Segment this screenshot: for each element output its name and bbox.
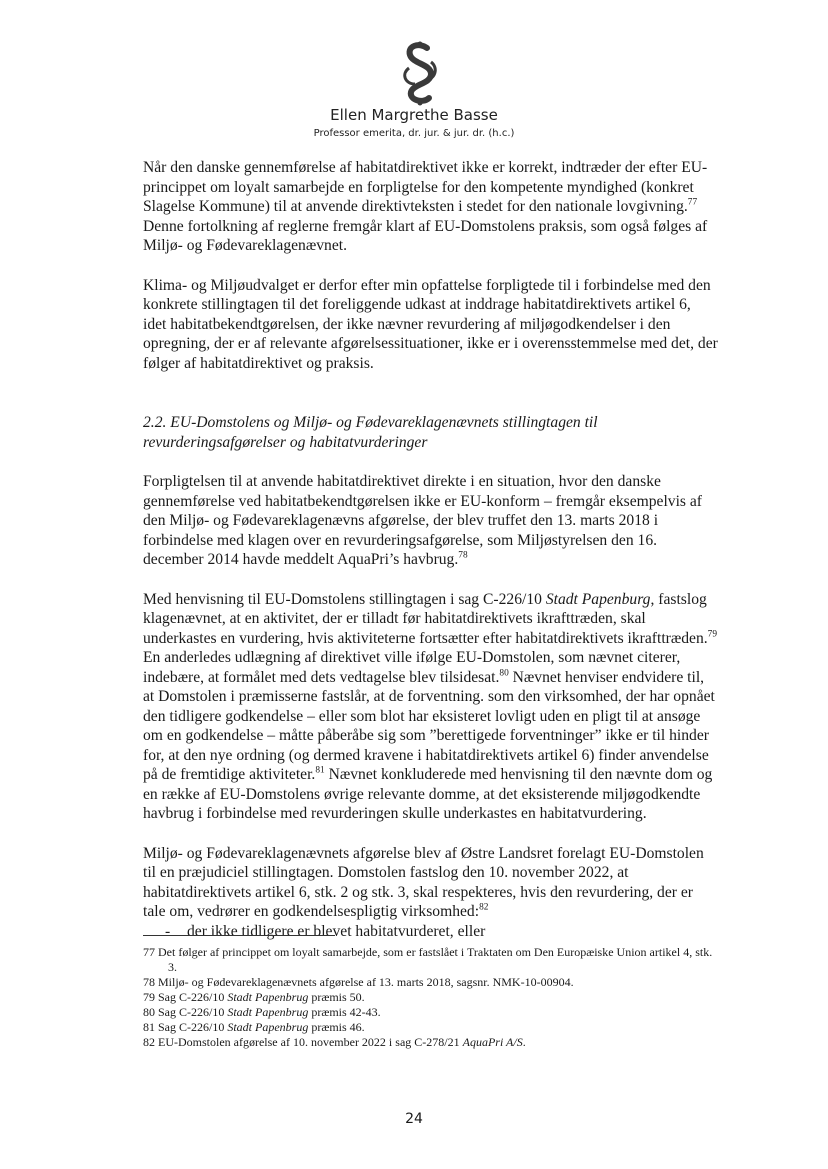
case-name: Stadt Papenburg xyxy=(545,590,651,608)
monogram-logo-icon xyxy=(397,40,443,106)
author-title: Professor emerita, dr. jur. & jur. dr. (h.c.) xyxy=(313,128,515,139)
list-item-text: der ikke tidligere er blevet habitatvurderet, eller xyxy=(187,922,486,940)
paragraph-preliminary-ruling: Miljø- og Fødevareklagenævnets afgørelse blev af Østre Landsret forelagt EU-Domstolen til en præjudiciel stillingtagen. Domstolen fastslog den 10. november 2022, at habitatdirektivets artikel 6, stk. 2 og stk. 3, skal respekteres, hvis den revurdering, der er tale om, vedrører en godkendelsespligtig virksomhed:$^{82}$ xyxy=(143,844,704,920)
footnote-77: 77 Det følger af princippet om loyalt samarbejde, som er fastslået i Traktaten om Den Europæiske Union artikel 4, stk. 3. xyxy=(143,945,713,974)
paragraph-papenburg: Med henvisning til EU-Domstolens stillingtagen i sag C-226/10 Stadt Papenburg, fastslog klagenævnet, at en aktivitet, der er tilladt før habitatdirektivets ikrafttræden, skal underkastes en vurdering, hvis aktiviteterne fortsætter efter habitatdirektivets ikrafttræden.$^{79}$ En anderledes udlægning af direktivet ville ifølge EU-Domstolen, som nævnet citerer, indebære, at formålet med dets vedtagelse blev tilsidesat.$^{80}$ Nævnet henviser endvidere til, at Domstolen i præmisserne fastslår, at de forventning. som den virksomhed, der har opnået den tidligere godkendelse – eller som blot har eksisteret lovligt uden en pligt til at ansøge om en godkendelse – måtte påberåbe sig som ”berettigede forventninger” ikke er til hinder for, at den nye ordning (og dermed kravene i habitatdirektivets artikel 6) finder anvendelse på de fremtidige aktiviteter.$^{81}$ Nævnet konkluderede med henvisning til den nævnte dom og en række af EU-Domstolens øvrige relevante domme, at det eksisterende miljøgodkendte havbrug i forbindelse med revurderingen skulle underkastes en habitatvurdering. xyxy=(143,590,718,822)
footnote-ref-78[interactable]: 78 xyxy=(458,550,468,561)
paragraph-loyal-cooperation: Når den danske gennemførelse af habitatdirektivet ikke er korrekt, indtræder der efter EU-princippet om loyalt samarbejde en forpligtelse for den kompetente myndighed (konkret Slagelse Kommune) til at anvende direktivteksten i stedet for den nationale lovgivning.$^{77}$ Denne fortolkning af reglerne fremgår klart af EU-Domstolens praksis, som også følges af Miljø- og Fødevareklagenævnet. xyxy=(143,159,708,254)
footnote-divider xyxy=(143,935,335,936)
footnote-ref-79[interactable]: 79 xyxy=(707,628,718,639)
list-dash: - xyxy=(165,922,171,940)
paragraph-committee-obligation: Klima- og Miljøudvalget er derfor efter min opfattelse forpligtede til i forbindelse med den konkrete stillingtagen til det foreliggende udkast at inddrage habitatdirektivets artikel 6, idet habitatbekendtgørelsen, der ikke nævner revurdering af miljøgodkendelser i den opregning, der er af relevante afgørelsessituationer, ikke er i overensstemmelse med det, der følger af habitatdirektivet og praksis. xyxy=(143,276,718,372)
footnote-80: 80 Sag C-226/10 Stadt Papenbrug præmis 42-43. xyxy=(143,1005,381,1019)
section-heading-2-2: 2.2. EU-Domstolens og Miljø- og Fødevareklagenævnets stillingtagen til revurderingsafgørelser og habitatvurderinger xyxy=(143,414,598,451)
paragraph-obligation-example: Forpligtelsen til at anvende habitatdirektivet direkte i en situation, hvor den danske gennemførelse ved habitatbekendtgørelsen ikke er EU-konform – fremgår eksempelvis af den Miljø- og Fødevareklagenævns afgørelse, der blev truffet den 13. marts 2018 i forbindelse med klagen over en revurderingsafgørelse, som Miljøstyrelsen den 16. december 2014 havde meddelt AquaPri’s havbrug.$^{78}$ xyxy=(143,473,702,568)
footnote-ref-80[interactable]: 80 xyxy=(499,667,509,678)
list-item xyxy=(143,922,718,942)
footnotes xyxy=(143,945,723,1050)
footnote-79: 79 Sag C-226/10 Stadt Papenbrug præmis 50. xyxy=(143,990,365,1004)
author-name: Ellen Margrethe Basse xyxy=(330,106,498,124)
page-number: 24 xyxy=(405,1111,423,1127)
footnote-78: 78 Miljø- og Fødevareklagenævnets afgørelse af 13. marts 2018, sagsnr. NMK-10-00904. xyxy=(143,975,574,989)
footnote-ref-81[interactable]: 81 xyxy=(315,765,325,776)
footnote-ref-82[interactable]: 82 xyxy=(479,902,489,913)
document-body xyxy=(143,158,718,941)
footnote-81: 81 Sag C-226/10 Stadt Papenbrug præmis 46. xyxy=(143,1020,365,1034)
footnote-82: 82 EU-Domstolen afgørelse af 10. november 2022 i sag C-278/21 AquaPri A/S. xyxy=(143,1035,526,1049)
footnote-ref-77[interactable]: 77 xyxy=(687,197,698,208)
